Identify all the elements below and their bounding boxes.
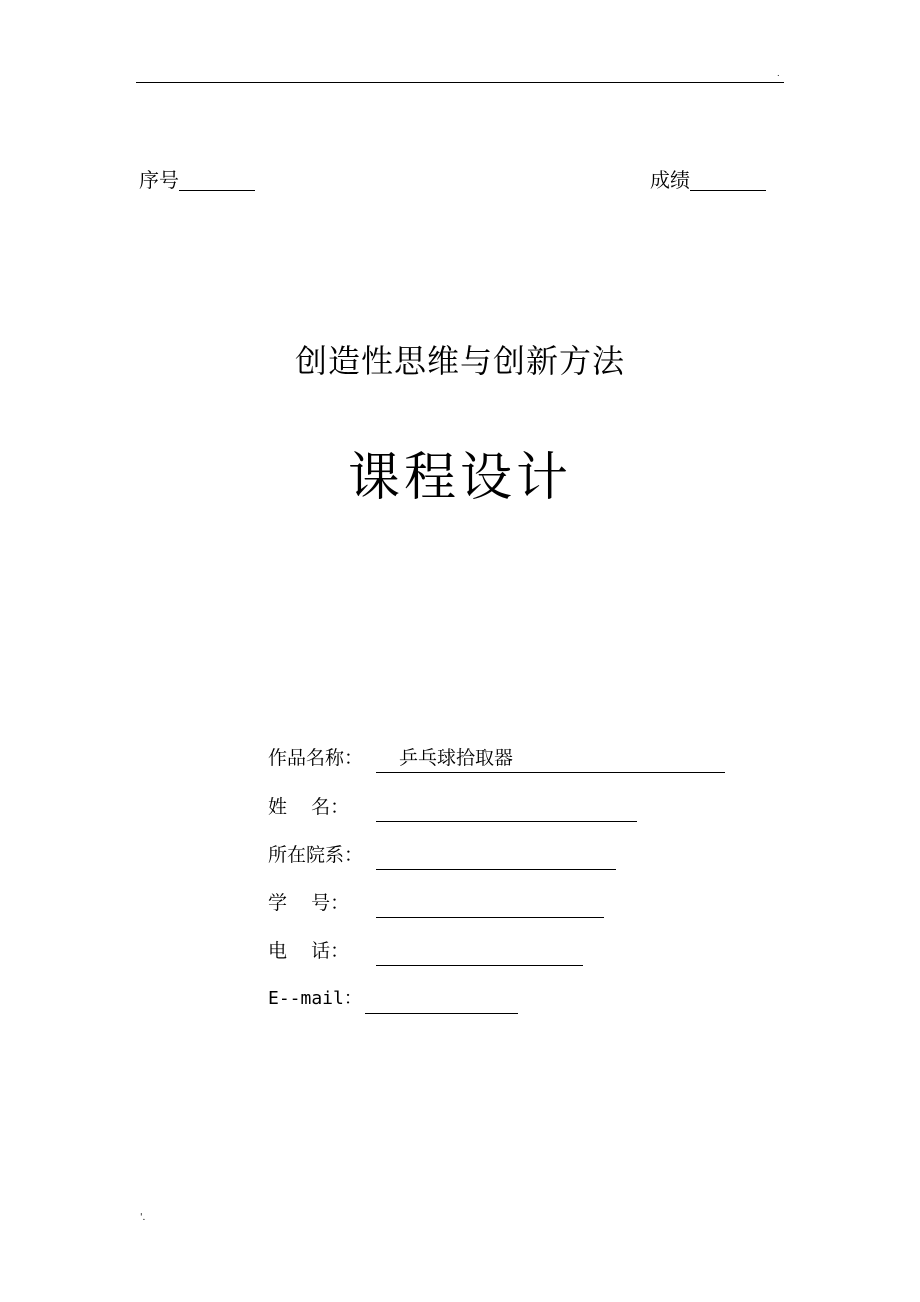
header-corner-mark: .: [777, 69, 780, 78]
course-name: 创造性思维与创新方法: [294, 342, 625, 380]
department-label: 所在院系：: [268, 844, 364, 866]
name-underline: [376, 821, 637, 822]
department-row: [268, 842, 628, 872]
email-label: E--mail：: [268, 988, 362, 1009]
document-title: 课程设计: [347, 448, 572, 508]
serial-number-field: [139, 167, 255, 193]
work-name-row: [268, 745, 728, 775]
work-name-underline: [376, 772, 725, 773]
name-label: 姓 名：: [268, 796, 350, 818]
name-row: [268, 794, 648, 824]
work-name-value: 乒乓球拾取器: [399, 747, 514, 769]
department-underline: [376, 869, 616, 870]
grade-label: 成绩: [650, 168, 690, 192]
work-name-label: 作品名称：: [268, 747, 364, 769]
serial-number-label: 序号: [139, 168, 179, 192]
header-rule: [136, 82, 784, 83]
email-underline: [365, 1013, 518, 1014]
student-id-row: [268, 890, 618, 920]
email-row: [268, 986, 528, 1016]
grade-blank: [690, 190, 766, 191]
phone-row: [268, 938, 598, 968]
footer-corner-mark: '.: [140, 1213, 146, 1223]
student-id-label: 学 号：: [268, 892, 350, 914]
phone-label: 电 话：: [268, 940, 350, 962]
serial-number-blank: [179, 190, 255, 191]
student-id-underline: [376, 917, 604, 918]
grade-field: [650, 167, 766, 193]
phone-underline: [376, 965, 583, 966]
